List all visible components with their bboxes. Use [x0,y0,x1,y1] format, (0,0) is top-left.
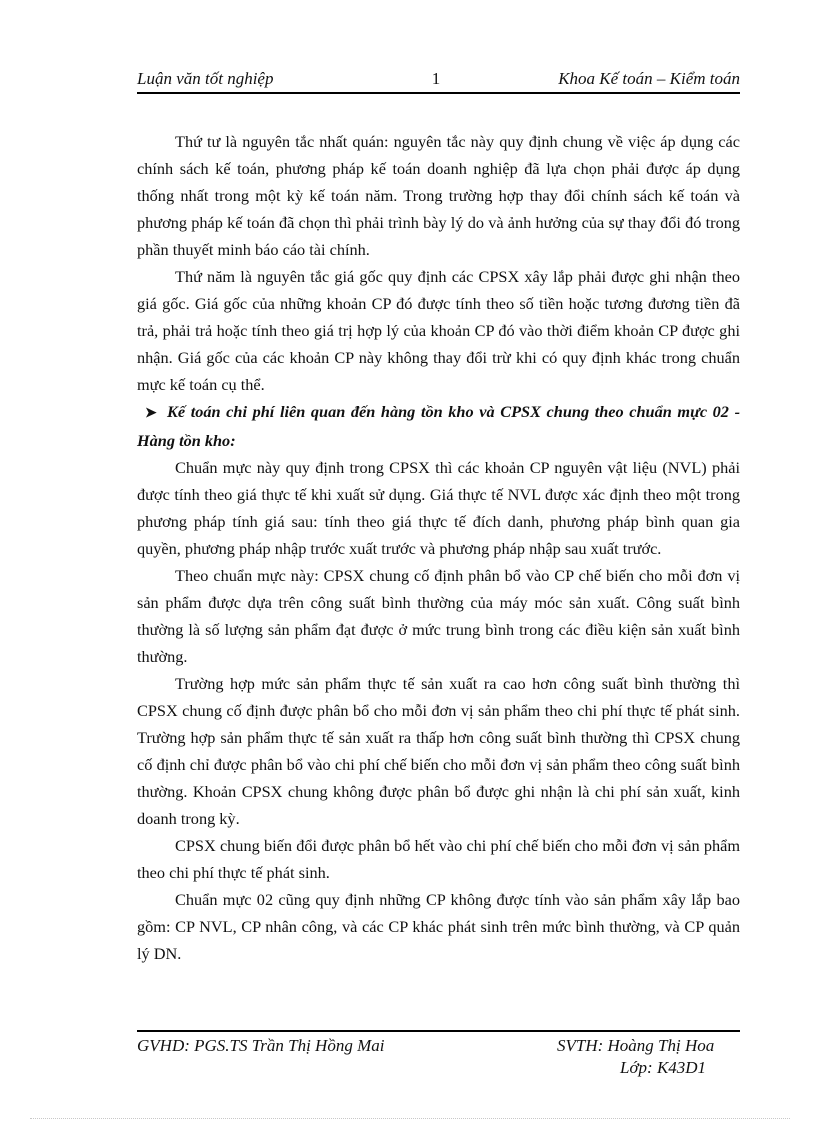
footer-supervisor: GVHD: PGS.TS Trần Thị Hồng Mai [137,1036,385,1055]
header-thesis-title: Luận văn tốt nghiệp [137,69,274,88]
paragraph-consistency-principle: Thứ tư là nguyên tắc nhất quán: nguyên tắc này quy định chung về việc áp dụng các chính sách kế toán, phương pháp kế toán doanh nghiệp đã lựa chọn phải được áp dụng thống nhất trong một kỳ kế toán năm. Trong trường hợp thay đổi chính sách kế toán và phương pháp kế toán đã chọn thì phải trình bày lý do và ảnh hưởng của sự thay đổi đó trong phần thuyết minh báo cáo tài chính. [137,132,740,259]
paragraph-material-cost: Chuẩn mực này quy định trong CPSX thì các khoản CP nguyên vật liệu (NVL) phải được tính theo giá thực tế khi xuất sử dụng. Giá thực tế NVL được xác định theo một trong phương pháp tính giá sau: tính theo giá thực tế đích danh, phương pháp bình quan gia quyền, phương pháp nhập trước xuất trước và phương pháp nhập sau xuất trước. [137,458,740,558]
paragraph-excluded-costs: Chuẩn mực 02 cũng quy định những CP không được tính vào sản phẩm xây lắp bao gồm: CP NVL, CP nhân công, và các CP khác phát sinh trên mức bình thường, và CP quản lý DN. [137,890,740,963]
footer-class: Lớp: K43D1 [620,1058,707,1077]
paragraph-fixed-overhead: Theo chuẩn mực này: CPSX chung cố định phân bổ vào CP chế biến cho mỗi đơn vị sản phẩm được dựa trên công suất bình thường của máy móc sản xuất. Công suất bình thường là số lượng sản phẩm đạt được ở mức trung bình trong các điều kiện sản xuất bình thường. [137,566,740,666]
arrowhead-bullet-icon: ➤ [145,406,157,421]
document-body [137,128,740,967]
paragraph-overhead-allocation: Trường hợp mức sản phẩm thực tế sản xuất ra cao hơn công suất bình thường thì CPSX chung cố định được phân bổ cho mỗi đơn vị sản phẩm theo chi phí thực tế phát sinh. Trường hợp sản phẩm thực tế sản xuất ra thấp hơn công suất bình thường thì CPSX chung cố định chỉ được phân bổ vào chi phí chế biến cho mỗi đơn vị sản phẩm theo công suất bình thường. Khoản CPSX chung không được phân bổ được ghi nhận là chi phí sản xuất, kinh doanh trong kỳ. [137,674,740,828]
header-department: Khoa Kế toán – Kiểm toán [558,69,740,88]
page-bottom-edge [30,1118,790,1119]
paragraph-variable-overhead: CPSX chung biến đổi được phân bổ hết vào chi phí chế biến cho mỗi đơn vị sản phẩm theo chi phí thực tế phát sinh. [137,836,740,882]
header-page-number: 1 [431,69,441,88]
page-footer [137,1030,740,1077]
footer-student: SVTH: Hoàng Thị Hoa [557,1036,715,1055]
paragraph-historical-cost-principle: Thứ năm là nguyên tắc giá gốc quy định các CPSX xây lắp phải được ghi nhận theo giá gốc. Giá gốc của những khoản CP đó được tính theo số tiền hoặc tương đương tiền đã trả, phải trả hoặc tính theo giá trị hợp lý của khoản CP đó vào thời điểm khoản CP được ghi nhận. Giá gốc của các khoản CP này không thay đổi trừ khi có quy định khác trong chuẩn mực kế toán cụ thể. [137,267,740,394]
section-heading-inventory-standard [137,398,740,454]
section-heading-text: Kế toán chi phí liên quan đến hàng tồn kho và CPSX chung theo chuẩn mực 02 - Hàng tồn kho: [137,402,740,450]
page-header [137,66,740,94]
